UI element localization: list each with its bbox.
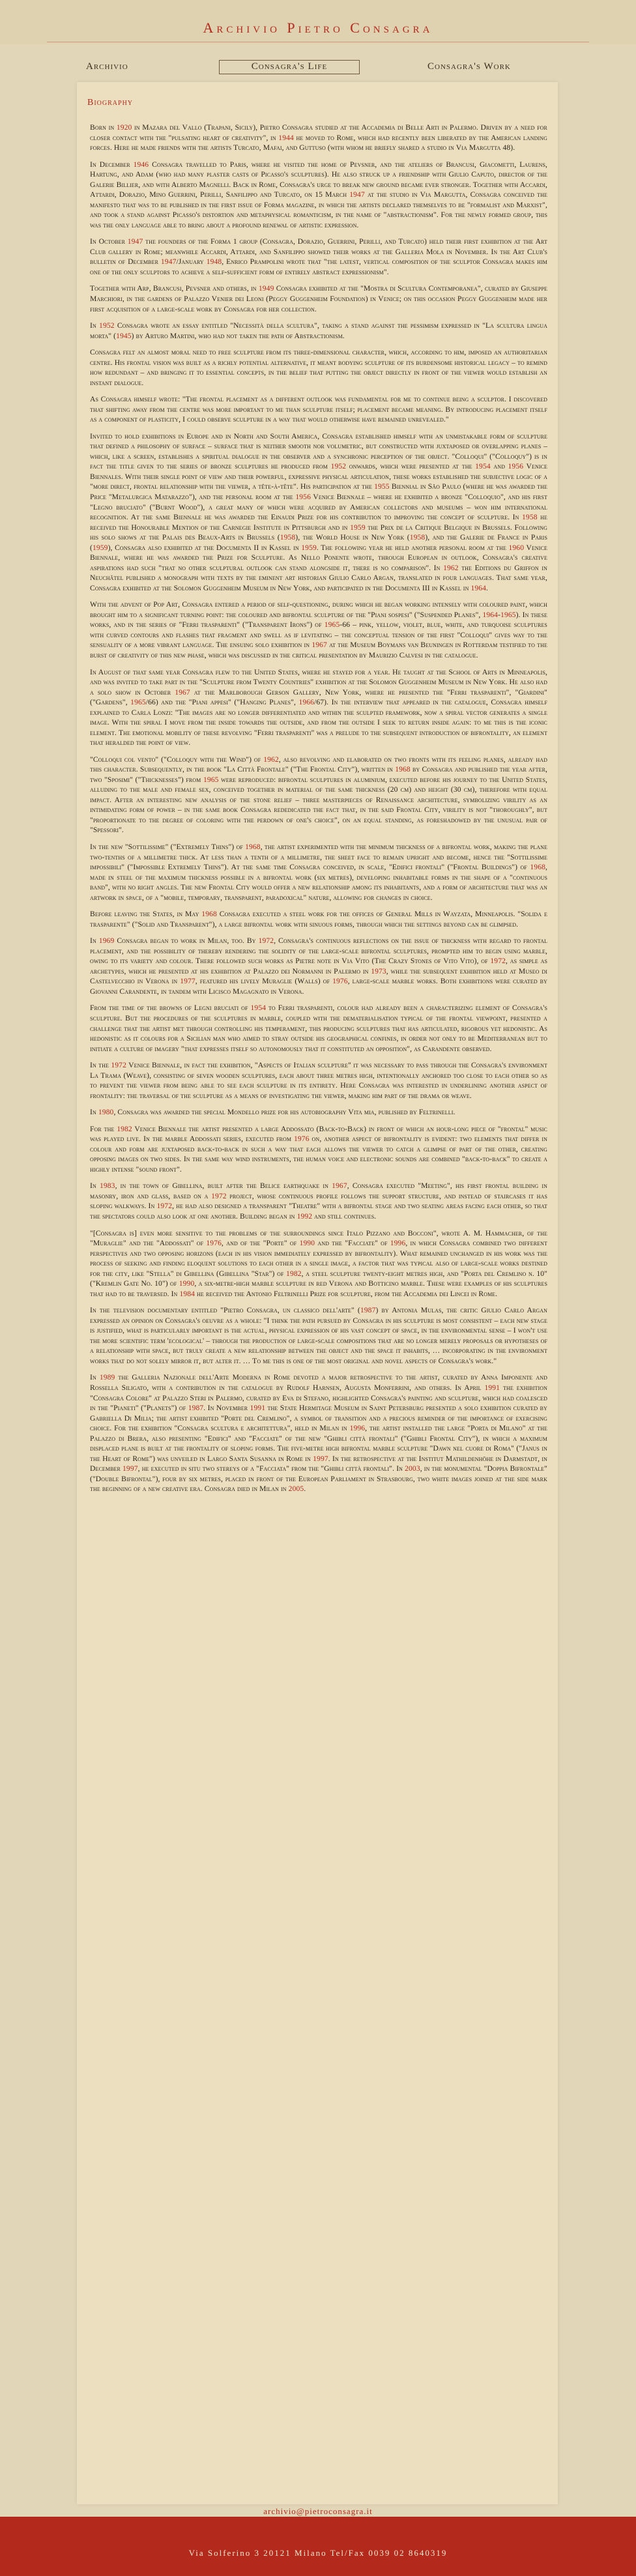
bio-paragraph: "Colloqui col vento" ("Colloquy with the Wind") of 1962, also revolving and elaborated on two fronts with its feeling planes, already had this character. Subsequently, in the book "La Città Frontale" ("The Frontal City"), written in 1968 by Consagra and published the year after, two "Sposimi" ("Thicknesses") from 1965 were reproduced: bifrontal sculptures in aluminium, executed before his journey to the United States, alluding to the male and female sex, conceived together in material of the same thickness (20 cm) and height (30 cm), therefore with equal impact. After an interesting new analysis of the stone relief – three masterpieces of Renaissance architecture, symbolizing virility as an intimidating form of power – in the same book Consagra rededicated the fact that, in the said Frontal City, virility is not "thoroughly", but "proportionate to the degree of coloring with the perdown of one's choice", on an equal standing, as foreshadowed by the unusual pair of "Spessori". <box>90 755 548 835</box>
footer-address: Via Solferino 3 20121 Milano Tel/Fax 0039 02 8640319 <box>188 2548 448 2558</box>
biography-text <box>90 123 547 1501</box>
bio-paragraph: "[Consagra is] even more sensitive to the problems of the surroundings since Italo Pizzano and Bocconi", wrote A. M. Hammacher, of the "Muraglie" and the "Addossati" of 1976, and of the "Porte" of 1990 and the "Facciate" of 1996, in which Consagra combined two different perspectives and two opposing horizons (each in his vision immediately expressed by bifrontality). What remained unchanged in his work was the process of seeking and finding eloquent solutions to each other in a single image, a factor that was typical also of large-scale works destined for the city, like "Stella" di Gibellina (Gibellina "Star") of 1982, a steel sculpture twenty-eight metres high, and "Porta del Cremlino n. 10" ("Kremlin Gate No. 10") of 1990, a six-metre-high marble sculpture in red Verona and Botticino marble. These were examples of his sculptures that had to be traversed. In 1984 he received the Antonio Feltrinelli Prize for sculpture, from the Accademia dei Lincei in Rome. <box>90 1228 548 1298</box>
bio-paragraph: In 1989 the Galleria Nazionale dell'Arte Moderna in Rome devoted a major retrospective to the artist, curated by Anna Imponente and Rossella Siligato, with a contribution in the catalogue by Rudolf Harnsen, Augusta Monferrini, and others. In April 1991 the exhibition "Consagra Colore" at Palazzo Steri in Palermo, curated by Eva di Stefano, highlighted Consagra's painting and sculpture, which had coalesced in the "Pianeti" ("Planets") of 1987. In November 1991 the State Hermitage Museum in Saint Petersburg presented a solo exhibition curated by Gabriella Di Milia; the artist exhibited "Porte del Cremlino", a symbol of transition and a precious reminder of the importance of exercising choice. For the exhibition "Consagra scultura e architettura", held in Milan in 1996, the artist installed the large "Porta di Milano" at the Palazzo di Brera, also presenting "Edifici" and "Facciate" of the new "Ghibli città frontali" ("Ghibli Frontal City"), in which a maximum displaced plane is built at the frontality of sloping forms. The five-metre high bifrontal marble sculpture "Dawn nel cuore di Roma" ("Janus in the Heart of Rome") was unveiled in Largo Santa Susanna in Rome in 1997. In the retrospective at the Institut Mathildenhöhe in Darmstadt, in December 1997, he executed in situ two stereys of a "Facciata" from the "Ghibli città frontali". In 2003, in the monumental "Doppia Bifrontale" ("Double Bifrontal"), four by six metres, placed in front of the European Parliament in Strasbourg, two white images joined at the side mark the beginning of a new creative era. Consagra died in Milan in 2005. <box>90 1373 547 1494</box>
bio-paragraph: In October 1947 the founders of the Forma 1 group (Consagra, Dorazio, Guerrini, Perilli, and Turcato) held their first exhibition at the Art Club gallery in Rome; meanwhile Accardi, Attardi, and Sanfilippo showed their works at the Galleria Mola in November. In the Art Club's bulletin of December 1947/January 1948, Enrico Prampolini wrote that "the latest, vertical composition of the sculptor Consagra makes him one of the only sculptors to achieve a self-sufficient form of entirely abstract expressionism". <box>90 237 547 276</box>
bio-paragraph: With the advent of Pop Art, Consagra entered a period of self-questioning, during which he began working intensely with coloured paint, which brought him to a significant turning point: the coloured and bifrontal sculpture of the "Piani sospesi" ("Suspended Planes", 1964-1965). In these works, and in the series of "Ferri trasparenti" ("Transparent Irons") of 1965-66 – pink, yellow, violet, blue, white, and turquoise sculptures with curved contours and flashes that fragment and swell as if levitating – the conceptual tension of the first "Colloqui" gives way to the sensuality of a more vibrant language. The ensuing solo exhibition in 1967 at the Museum Boymans van Beuningen in Rotterdam testified to the burst of creativity of this new phase, which was discussed in the critical presentation by Maurizio Calvesi in the catalogue. <box>90 600 547 659</box>
bio-paragraph: In August of that same year Consagra flew to the United States, where he stayed for a year. He taught at the School of Arts in Minneapolis, and was invited to take part in the "Sculpture from Twenty Countries" exhibition at the Solomon Guggenheim Museum in New York. He also had a solo show in October 1967 at the Marlborough Gerson Gallery, New York, where he presented the "Ferri trasparenti", "Giardini" ("Gardens", 1965/66) and the "Piani appesi" ("Hanging Planes", 1966/67). In the interview that appeared in the catalogue, Consagra himself explained to Carla Lonzi: "The images are no longer differentiated and within the sculpted framework, now a spiral vector generates a single image. With the spiral I move from the inside towards the outside, and from the outside I seek to return inside again: to me this is the iconic element. The emotional mobility of these revolving "Ferri trasparenti" was a prelude to the subsequent introduction of bifrontality, an element that heralded the point of view. <box>90 667 547 747</box>
bio-paragraph: Together with Arp, Brancusi, Pevsner and others, in 1949 Consagra exhibited at the "Mostra di Scultura Contemporanea", curated by Giuseppe Marchiori, in the gardens of Palazzo Venier dei Leoni (Peggy Guggenheim Foundation) in Venice; on this occasion Peggy Guggenheim made her first acquisition of a large-scale work by Consagra for her collection. <box>90 284 548 313</box>
bio-paragraph: In 1969 Consagra began to work in Milan, too. By 1972, Consagra's continuous reflections on the issue of thickness with regard to frontal placement, and the possibility of thereby rendering the solidity of the large-scale bifrontal sculptures, prompted him to begin using marble, owing to its variety and colour. There followed such works as Pietre note in Via Vito (The Crazy Stones of Vito Vito), of 1972, as simple as archetypes, which he presented at his exhibition at Palazzo dei Normanni in Palermo in 1973, while the subsequent exhibition held at Museo di Castelvecchio in Verona in 1977, featured his lively Muraglie (Walls) of 1976, large-scale marble works. Both exhibitions were curated by Giovanni Carandente, in tandem with Licisco Magagnato in Verona. <box>90 936 548 996</box>
footer-email[interactable]: archivio@pietroconsagra.it <box>263 2506 373 2516</box>
bio-paragraph: In December 1946 Consagra travelled to Paris, where he visited the home of Pevsner, and the ateliers of Brancusi, Giacometti, Laurens, Hartung, and Adam (who had many plaster casts of Picasso's sculptures). He also struck up a friendship with Giulio Caputo, director of the Galerie Billier, and with Alberto Magnelli. Back in Rome, Consagra's urge to break new ground became ever stronger. Together with Accardi, Attardi, Dorazio, Mino Guerrini, Perilli, Sanfilippo and Turcato, on 15 March 1947 at the studio in Via Margutta, Consagra conceived the manifesto that was to be published in the first issue of Forma magazine, in which the artists declared themselves to be "formalist and Marxist", and took a stand against Picasso's distortion and metaphysical romanticism, in the name of "abstractionism". For the newly formed group, this was the only language able to bring about a profound renewal of artistic expression. <box>90 160 548 229</box>
section-title: Biography <box>87 98 134 108</box>
nav-archivio-link[interactable]: Archivio <box>86 61 128 72</box>
nav-work-link[interactable]: Consagra's Work <box>427 61 511 72</box>
site-footer <box>0 2506 636 2576</box>
bio-paragraph: In the 1972 Venice Biennale, in fact the exhibition, "Aspects of Italian sculpture" it was necessary to pass through the Consagra's environment La Trama (Weave), consisting of seven wooden sculptures, each about three metres high, intentionally anchored too close to each other so as to prevent the viewer from being able to see each sculpture in its entirety. Here Consagra was interested in underlining another aspect of frontality: the traversal of the sculpture as a means of investigating the viewer, making him part of the drama or weave. <box>90 1061 548 1100</box>
nav-life-link[interactable]: Consagra's Life <box>219 60 360 74</box>
bio-paragraph: Invited to hold exhibitions in Europe and in North and South America, Consagra established himself with an unmistakable form of sculpture that defined a philosophy of surface – surface that is neither smooth nor volumetric, but constructed with juxtaposed or overlapping planes – which, like a screen, establishes a spiritual dialogue in the observer and a synchronic perception of the object. "Colloqui" ("Colloquy") is in fact the title given to the series of bronze sculptures he produced from 1952 onwards, which were presented at the 1954 and 1956 Venice Biennales. With their single point of view and their powerful, expressive physical articulation, these works established the subjective logic of a "more direct, frontal relationship with the viewer, a tête-à-tête". His participation at the 1955 Biennial in São Paulo (where he was awarded the Price "Metalurgica Matarazzo"), and the personal room at the 1956 Venice Biennale – where he exhibited a bronze "Colloquio", and his first "Legno bruciato" ("Burnt Wood"), a great many of which were acquired by American collectors and museums – won him international recognition. At the same Biennale he was awarded the Einaudi Prize for his contribution to improving the concept of sculpture. In 1958 he received the Honourable Mention of the Carnegie Institute in Pittsburgh and in 1959 the Prix de la Critique Belgique in Brussels. Following his solo shows at the Palais des Beaux-Arts in Brussels (1958), the World House in New York (1958), and the Galerie de France in Paris (1959), Consagra also exhibited at the Documenta II in Kassel in 1959. The following year he held another personal room at the 1960 Venice Biennale, where he was awarded the Prize for Sculpture. As Nello Ponente wrote, through European in outlook, Consagra's creative aspirations had such "that no other sculptural outlook can stand alongside it, there is no comparison". In 1962 the Editions du Griffon in Neuchâtel published a monograph with texts by the eminent art historian Giulio Carlo Argan, translated in four languages. That same year, Consagra exhibited at the Solomon Guggenheim Museum in New York, and participated in the Documenta III in Kassel in 1964. <box>90 431 548 592</box>
bio-paragraph: In the television documentary entitled "Pietro Consagra, un classico dell'arte" (1987) by Antonia Mulas, the critic Giulio Carlo Argan expressed an opinion on Consagra's oeuvre as a whole: "I think the path pursued by Consagra in his sculpture is most consistent – each new stage is justified, what is particularly important is the actual, physical expression of his vast concept of space, in the environmental sense – I won't use the more scientific term 'ecological' – through the production of large-scale compositions that are no longer merely proposals or hypotheses of a relationship with space, but truly create a new relationship between the object and the space it inhabits, … incorporating in the environment works that do not solely mirror it, but alter it. … To me this is one of the most original and novel aspects of Consagra's work." <box>90 1306 548 1365</box>
bio-paragraph: In the new "Sottilissime" ("Extremely Thins") of 1968, the artist experimented with the minimum thickness of a bifrontal work, making the plane two-tenths of a millimetre thick. At less than a tenth of a millimetre, the sheet face to remain upright and become, hence the "Sottilissime impossibili" ("Impossible Extremely Thins"). At the same time Consagra conceived, in scale, "Edifici frontali" ("Frontal Buildings") of 1968, made in steel of the maximum thickness possible in a bifrontal work (six metres), developing inhabitable forms in the shape of a "continuous band", with no right angles. The new Frontal City would offer a new relationship among its inhabitants, and a form of architecture that was an artwork in space, of a "mobile, temporary, transparent, paradoxical" nature, allowing for changes in choice. <box>90 843 548 902</box>
bio-paragraph: In 1980, Consagra was awarded the special Mondello prize for his autobiography Vita mia, published by Feltrinelli. <box>90 1108 455 1117</box>
main-nav <box>0 44 636 81</box>
bio-paragraph: In 1952 Consagra wrote an essay entitled "Necessità della scultura", taking a stand against the pessimism expressed in "La scultura lingua morta" (1945) by Arturo Martini, who had not taken the path of Abstractionism. <box>90 321 547 340</box>
bio-paragraph: Born in 1920 in Mazara del Vallo (Trapani, Sicily), Pietro Consagra studied at the Accademia di Belle Arti in Palermo. Driven by a need for closer contact with the "pulsating heart of creativity", in 1944 he moved to Rome, which had recently been liberated by the American landing forces. Here he made friends with the artists Turcato, Mafai, and Guttuso (with whom he briefly shared a studio in Via Margutta 48). <box>90 123 548 152</box>
bio-paragraph: For the 1982 Venice Biennale the artist presented a large Addossato (Back-to-Back) in front of which an hour-long piece of "frontal" music was played live. In the marble Addossati series, executed from 1976 on, another aspect of bifrontality is evident: two elements that differ in colour and form are juxtaposed back-to-back in such a way that each allows the viewer to catch a glimpse of part of the other, creating opposing images on two sides. In the same way wind instruments, the human voice and electronic sounds are combined "back-to-back" to create a highly intense "sound front". <box>90 1124 547 1174</box>
bio-paragraph: Consagra felt an almost moral need to free sculpture from its three-dimensional character, which, according to him, imposed an authoritarian centre. His frontal vision was built as a richly potential alternative, it meant bodying sculpture of its burdensome historical legacy – to remind how redundant – and bringing it to essential concepts, in the belief that putting the object directly in front of the viewer would establish an instant dialogue. <box>90 348 547 387</box>
bio-paragraph: Before leaving the States, in May 1968 Consagra executed a steel work for the offices of General Mills in Wayzata, Minneapolis. "Solida e trasparente" ("Solid and Transparent"), a large bifrontal work with sinuous forms, through which the settings beyond can be glimpsed. <box>90 910 547 929</box>
site-title: Archivio Pietro Consagra <box>203 20 433 36</box>
bio-paragraph: In 1983, in the town of Gibellina, built after the Belice earthquake in 1967, Consagra executed "Meeting", his first frontal building in masonry, iron and glass, based on a 1972 project, whose continuous profile follows the support structure, and instead of staircases it has sloping walkways. In 1972, he had also designed a transparent "Theatre" with a bifrontal stage and two seating areas facing each other, so that the spectators could also look at one another. Building began in 1992 and still continues. <box>90 1181 547 1221</box>
bio-paragraph: From the time of the browns of Legni bruciati of 1954 to Ferri trasparenti, colour had already been a characterizing element of Consagra's sculpture. But the procedures of the sculptures in marble, coupled with the dematerialisation typical of the frontal viewpoint, presented a challenge that the artist met through controlling his temperament, this producing sculptures that has articulated, rigorous yet hedonistic. As hedonistic as it colours for a Sicilian man who aimed to stray outside his geographical confines, in order not only to be Mediterranean but to initiate a culture of imagery "that expresses itself so autonomously that it constituted an opposition", as Carandente observed. <box>90 1004 547 1053</box>
bio-paragraph: As Consagra himself wrote: "The frontal placement as a different outlook was fundamental for me to continue being a sculptor. I discovered that shifting away from the centre was more important to me than sculpture itself; placement became meaning. By introducing placement itself as a component of plasticity, I could observe sculpture in a way that would otherwise have remained unrevealed." <box>90 395 547 424</box>
site-header <box>0 0 636 44</box>
